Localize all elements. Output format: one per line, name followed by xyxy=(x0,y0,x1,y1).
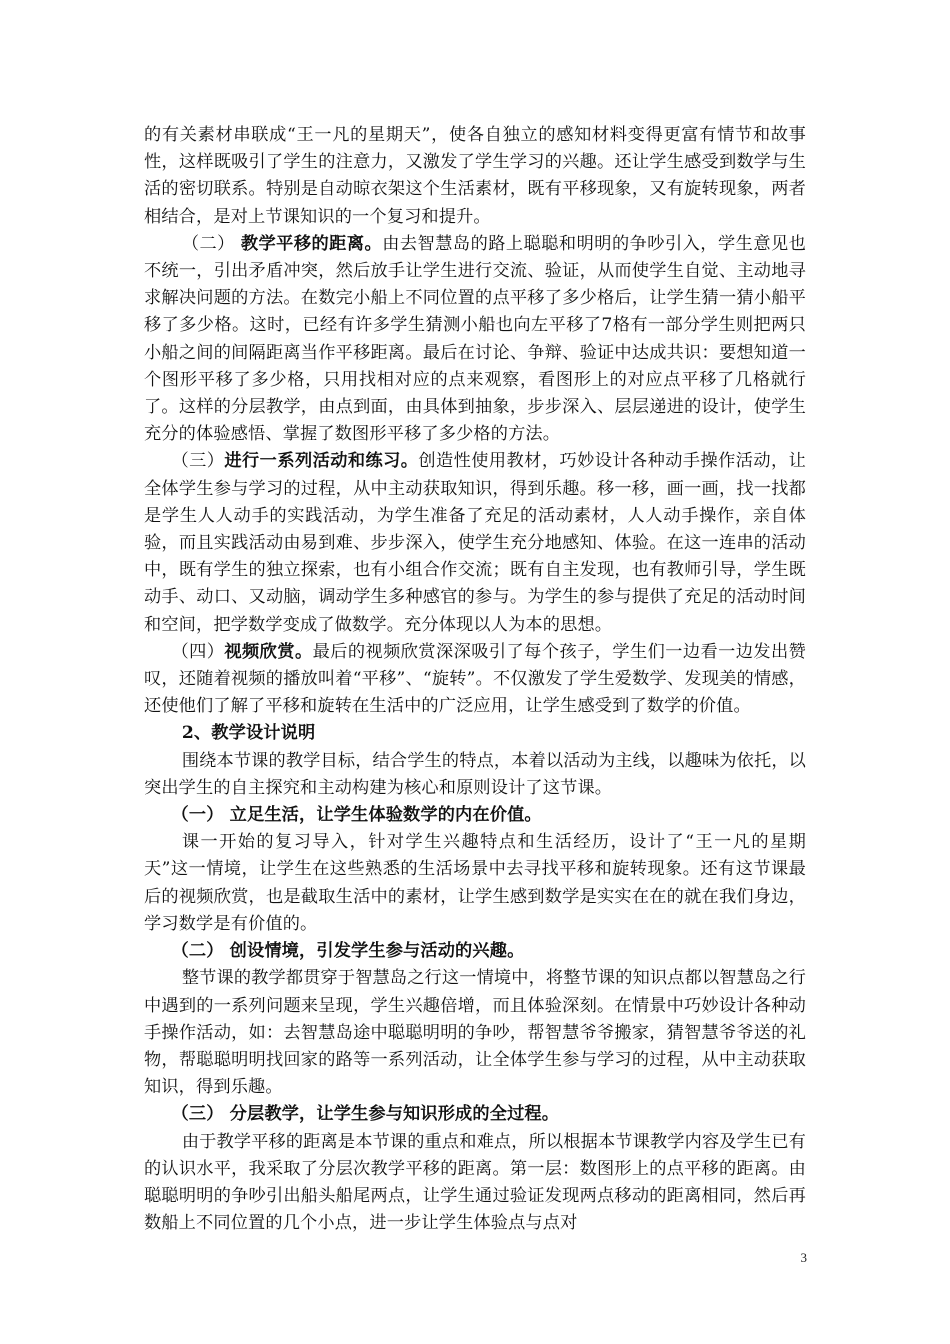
document-body xyxy=(144,122,806,1237)
paragraph xyxy=(144,231,806,449)
section-text: 创造性使用教材，巧妙设计各种动手操作活动，让全体学生参与学习的过程，从中主动获取知识，得到乐趣。移一移，画一画，找一找都是学生人人动手的实践活动，为学生准备了充足的活动素材，人人动手操作，亲自体验，而且实践活动由易到难、步步深入，使学生充分地感知、体验。在这一连串的活动中，既有学生的独立探索，也有小组合作交流；既有自主发现，也有教师引导，学生既动手、动口、又动脑，调动学生多种感官的参与。为学生的参与提供了充足的活动时间和空间，把学数学变成了做数学。充分体现以人为本的思想。 xyxy=(144,451,807,635)
paragraph: 课一开始的复习导入，针对学生兴趣特点和生活经历，设计了“王一凡的星期天”这一情境，让学生在这些熟悉的生活场景中去寻找平移和旋转现象。还有这节课最后的视频欣赏，也是截取生活中的素材，让学生感到数学是实实在在的就在我们身边，学习数学是有价值的。 xyxy=(144,832,806,934)
section-text: 由去智慧岛的路上聪聪和明明的争吵引入，学生意见也不统一，引出矛盾冲突，然后放手让学生进行交流、验证，从而使学生自觉、主动地寻求解决问题的方法。在数完小船上不同位置的点平移了多少格后，让学生猜一猜小船平移了多少格。这时，已经有许多学生猜测小船也向左平移了7格有一部分学生则把两只小船之间的间隔距离当作平移距离。最后在讨论、争辩、验证中达成共识：要想知道一个图形平移了多少格，只用找相对应的点来观察，看图形上的对应点平移了几格就行了。这样的分层教学，由点到面，由具体到抽象，步步深入、层层递进的设计，使学生充分的体验感悟、掌握了数图形平移了多少格的方法。 xyxy=(144,233,807,445)
paragraph xyxy=(144,639,806,721)
subsection-heading: （二） 创设情境，引发学生参与活动的兴趣。 xyxy=(171,941,525,962)
paragraph: 围绕本节课的教学目标，结合学生的特点，本着以活动为主线，以趣味为依托，以突出学生的自主探究和主动构建为核心和原则设计了这节课。 xyxy=(144,750,806,798)
subsection-heading: （一） 立足生活，让学生体验数学的内在价值。 xyxy=(171,805,542,826)
paragraph: 由于教学平移的距离是本节课的重点和难点，所以根据本节课教学内容及学生已有的认识水平，我采取了分层次教学平移的距离。第一层：数图形上的点平移的距离。由聪聪明明的争吵引出船头船尾两点，让学生通过验证发现两点移动的距离相同，然后再数船上不同位置的几个小点，进一步让学生体验点与点对 xyxy=(144,1131,806,1234)
paragraph: 整节课的教学都贯穿于智慧岛之行这一情境中，将整节课的知识点都以智慧岛之行中遇到的一系列问题来呈现，学生兴趣倍增，而且体验深刻。在情景中巧妙设计各种动手操作活动，如：去智慧岛途中聪聪明明的争吵，帮智慧爷爷搬家，猜智慧爷爷送的礼物，帮聪聪明明找回家的路等一系列活动，让全体学生参与学习的过程，从中主动获取知识，得到乐趣。 xyxy=(144,968,806,1098)
subsection-heading: （三） 分层教学，让学生参与知识形成的全过程。 xyxy=(171,1104,560,1125)
section-heading: 视频欣赏。 xyxy=(224,641,313,662)
section-heading: 进行一系列活动和练习。 xyxy=(224,451,419,472)
section-label: （三） xyxy=(171,451,225,472)
page-number: 3 xyxy=(800,1250,807,1265)
paragraph xyxy=(144,448,806,638)
section-label: （四） xyxy=(171,641,225,662)
section-label: （二） xyxy=(181,233,235,254)
paragraph: 的有关素材串联成“王一凡的星期天”，使各自独立的感知材料变得更富有情节和故事性，这样既吸引了学生的注意力，又激发了学生学习的兴趣。还让学生感受到数学与生活的密切联系。特别是自动晾衣架这个生活素材，既有平移现象，又有旋转现象，两者相结合，是对上节课知识的一个复习和提升。 xyxy=(144,125,806,227)
subsection-title: 2、教学设计说明 xyxy=(181,723,316,744)
section-text: 最后的视频欣赏深深吸引了每个孩子，学生们一边看一边发出赞叹，还随着视频的播放叫着“平移”、“旋转”。不仅激发了学生爱数学、发现美的情感，还使他们了解了平移和旋转在生活中的广泛应用，让学生感受到了数学的价值。 xyxy=(144,641,807,717)
section-heading: 教学平移的距离。 xyxy=(240,233,383,254)
